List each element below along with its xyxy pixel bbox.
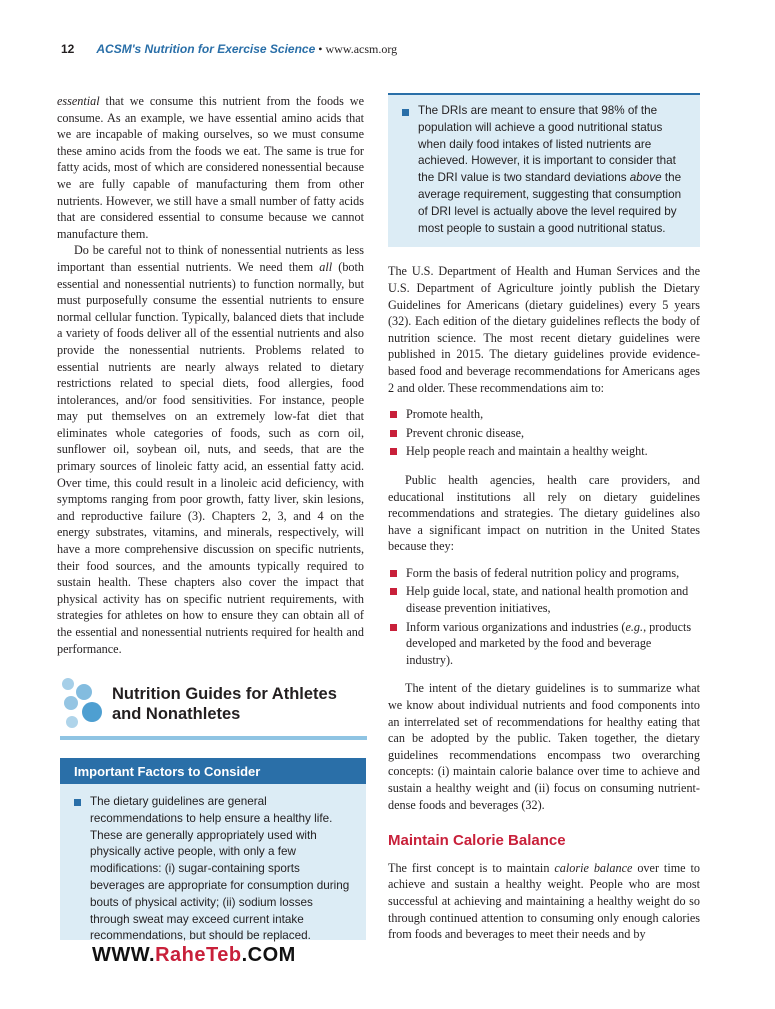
section-heading-block xyxy=(60,676,367,740)
decorative-dots-icon xyxy=(60,676,110,740)
paragraph-text: (both essential and nonessential nutrients) to function normally, but must purposefully consume the essential nutrients to ensure normal cellular function. Typically, balanced diets that include a variety of foods deliver all of the essential nutrients and also provide the nonessential nutrients. Problems related to essential nutrients are nearly always related to dietary restrictions related to special diets, food allergies, food intolerances, and/or food sensitivities. For instance, people may put themselves on an extremely low-fat diet that eliminates whole categories of foods, such as corn oil, sunflower oil, soybean oil, nuts, and seeds, that are the primary sources of linoleic fatty acid, an essential fatty acid. Over time, this could result in a linoleic acid deficiency, with symptoms ranging from poor growth, fatty liver, skin lesions, and reproductive failure (3). Chapters 2, 3, and 4 on the energy substrates, vitamins, and minerals, respectively, will have a more comprehensive discussion on specific nutrients, their food sources, and the amounts typically required to sustain health. These chapters also cover the impact that physical activity has on specific nutrient requirements, with strategies for athletes on how to ensure they can obtain all of the essential and nonessential nutrients required for health and performance. xyxy=(57,259,364,656)
list-item: Prevent chronic disease, xyxy=(388,425,700,442)
paragraph: The intent of the dietary guidelines is to summarize what we know about individual nutrients and food components into an interrelated set of recommendations for healthy eating that can be adopted by the public. Taken together, the dietary guidelines recommendations encompass two overarching concepts: (i) maintain calorie balance over time to achieve and sustain a healthy weight and (ii) focus on consuming nutrient-dense foods and beverages (32). xyxy=(388,681,700,812)
emphasis: essential xyxy=(57,94,100,108)
section-rule xyxy=(60,736,367,740)
paragraph: The first concept is to maintain calorie balance over time to achieve and sustain a healthy weight. People who are most successful at achieving and maintaining a healthy weight do so through continued attention to consuming only enough calories from foods and beverages to meet their needs and by xyxy=(388,860,701,942)
important-factors-box xyxy=(60,758,366,943)
emphasis: above xyxy=(629,171,662,185)
list-item: Promote health, xyxy=(388,406,700,423)
book-title: ACSM's Nutrition for Exercise Science xyxy=(96,42,316,56)
section-title: Nutrition Guides for Athletes and Nonathletes xyxy=(112,685,337,723)
dri-note-box xyxy=(388,93,700,247)
paragraph xyxy=(57,242,364,657)
bullet-square-icon xyxy=(390,430,397,437)
paragraph: Public health agencies, health care providers, and educational institutions all rely on dietary guidelines recommendations and strategies. The dietary guidelines also have a significant impact on nutrition in the United States because they: xyxy=(388,472,700,554)
emphasis: all xyxy=(319,259,333,274)
watermark: WWW.RaheTeb.COM xyxy=(92,944,296,966)
subheading: Maintain Calorie Balance xyxy=(388,832,566,850)
bullet-square-icon xyxy=(390,570,397,577)
box-body xyxy=(60,784,366,945)
paragraph xyxy=(57,93,364,242)
bullet-square-icon xyxy=(74,799,81,806)
header-separator: • xyxy=(315,42,326,56)
bullet-square-icon xyxy=(390,588,397,595)
list-item: Help guide local, state, and national health promotion and disease prevention initiatives, xyxy=(388,583,700,616)
note-text: the average requirement, suggesting that consumption of DRI level is actually above the level required by most people to sustain a good nutritional status. xyxy=(418,171,682,235)
list-item: Inform various organizations and industries (e.g., products developed and marketed by the food and beverage industry). xyxy=(388,619,700,669)
right-column xyxy=(388,93,700,943)
left-column xyxy=(57,93,364,657)
note-text: The DRIs are meant to ensure that 98% of the population will achieve a good nutritional status when daily food intakes of listed nutrients are achieved. However, it is important to consider that the DRI value is two standard deviations xyxy=(418,104,676,185)
running-header xyxy=(61,42,397,57)
aims-list xyxy=(388,406,700,460)
page-number: 12 xyxy=(61,42,75,56)
bullet-square-icon xyxy=(402,109,409,116)
paragraph-text: Do be careful not to think of nonessential nutrients as less important than essential nutrients. We need them xyxy=(57,243,364,274)
box-text: The dietary guidelines are general recommendations to help ensure a healthy life. These are generally appropriately used with physically active people, with only a few modifications: (i) sugar-containing sports beverages are appropriate for consumption during bouts of physical activity; (ii) sodium losses through sweat may exceed current intake recommendations, but should be replaced. xyxy=(90,795,350,943)
uses-list xyxy=(388,565,700,669)
box-title: Important Factors to Consider xyxy=(60,758,366,784)
bullet-square-icon xyxy=(390,624,397,631)
bullet-square-icon xyxy=(390,411,397,418)
paragraph: The U.S. Department of Health and Human Services and the U.S. Department of Agriculture jointly publish the Dietary Guidelines for Americans (dietary guidelines) every 5 years (32). Each edition of the dietary guidelines reflects the body of nutrition science. The most recent dietary guidelines were published in 2015. The dietary guidelines provide evidence-based food and beverage recommendations for Americans ages 2 and older. These recommendations aim to: xyxy=(388,264,700,395)
paragraph-text: that we consume this nutrient from the foods we consume. As an example, we have essential amino acids that we are incapable of making ourselves, so we must consume these amino acids from the foods we eat. The same is true for fatty acids, most of which are considered nonessential because we are fully capable of manufacturing them from other nutrients. However, we still have a small number of fatty acids that are considered essential to consume because we cannot manufacture them. xyxy=(57,94,364,241)
header-url: www.acsm.org xyxy=(325,42,398,56)
list-item: Help people reach and maintain a healthy weight. xyxy=(388,443,700,460)
bullet-square-icon xyxy=(390,448,397,455)
list-item: Form the basis of federal nutrition policy and programs, xyxy=(388,565,700,582)
